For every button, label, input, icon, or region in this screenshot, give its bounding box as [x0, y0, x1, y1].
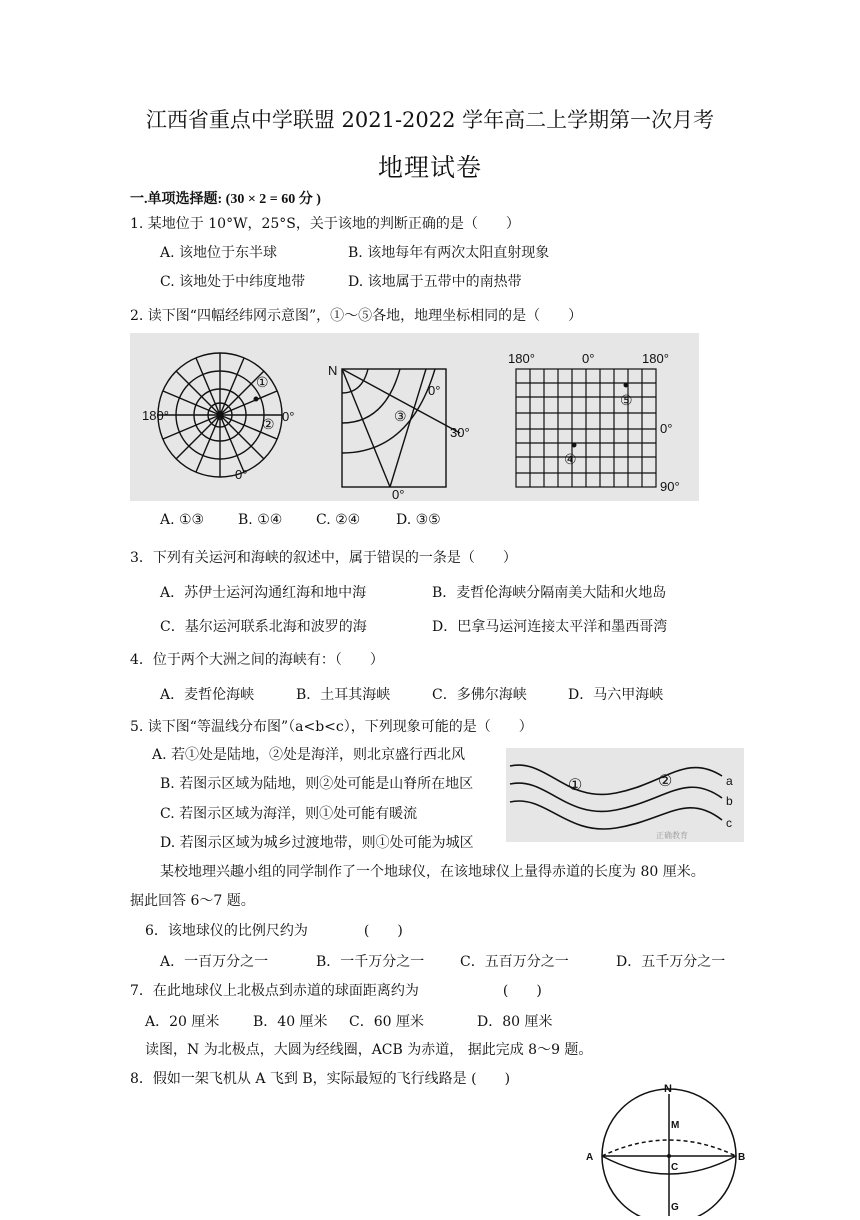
- point-1-marker: [254, 397, 259, 402]
- question-1-option-a: A. 该地位于东半球: [160, 245, 278, 261]
- quad-0-label-bottom: 0°: [392, 487, 405, 501]
- globe-figure: [582, 1080, 752, 1216]
- point-3-label: ③: [394, 408, 407, 424]
- question-1-option-b: B. 该地每年有两次太阳直射现象: [348, 245, 550, 261]
- intro-6-7-line-2: 据此回答 6～7 题。: [130, 893, 255, 909]
- question-4-option-b: B．土耳其海峡: [296, 687, 391, 703]
- polar-0-label-bottom: 0°: [235, 467, 248, 482]
- grid-0-right-label: 0°: [660, 421, 673, 436]
- globe-lines: [602, 1089, 736, 1216]
- question-2-stem: 2. 读下图“四幅经纬网示意图”，①～⑤各地，地理坐标相同的是（ ）: [130, 308, 583, 324]
- globe-n-label: N: [664, 1083, 672, 1095]
- isotherm-figure: [506, 748, 744, 842]
- question-7-option-a: A．20 厘米: [145, 1014, 220, 1030]
- question-3-option-c: C．基尔运河联系北海和波罗的海: [160, 619, 367, 635]
- grid-graticule: [516, 369, 656, 487]
- globe-c-label: C: [671, 1162, 679, 1173]
- polar-180-label: 180°: [142, 408, 169, 423]
- question-3-option-a: A．苏伊士运河沟通红海和地中海: [160, 585, 367, 601]
- point-5-marker: [624, 383, 629, 388]
- grid-180-left-label: 180°: [508, 351, 535, 366]
- question-7-option-d: D．80 厘米: [477, 1014, 553, 1030]
- section-heading: 一.单项选择题: (30 × 2 = 60 分 ): [130, 192, 321, 207]
- question-6-option-c: C．五百万分之一: [460, 954, 569, 970]
- question-5-stem: 5. 读下图“等温线分布图”（a<b<c），下列现象可能的是（ ）: [130, 719, 533, 735]
- quadrant-graticule: [342, 369, 460, 487]
- intro-6-7-line-1: 某校地理兴趣小组的同学制作了一个地球仪，在该地球仪上量得赤道的长度为 80 厘米。: [160, 864, 705, 880]
- point-4-marker: [572, 443, 577, 448]
- watermark: 正确教育: [656, 831, 688, 840]
- isotherm-point-1-label: ①: [568, 777, 583, 794]
- globe-g-label: G: [671, 1202, 679, 1213]
- grid-180-right-label: 180°: [642, 351, 669, 366]
- isotherm-b-label: b: [726, 794, 733, 808]
- question-4-stem: 4．位于两个大洲之间的海峡有：（ ）: [130, 652, 384, 668]
- globe-a-label: A: [586, 1152, 594, 1163]
- question-3-option-b: B．麦哲伦海峡分隔南美大陆和火地岛: [432, 585, 667, 601]
- polar-0-label-right: 0°: [282, 409, 295, 424]
- isotherm-c-label: c: [726, 816, 732, 830]
- question-7-stem: 7．在此地球仪上北极点到赤道的球面距离约为 ( ): [130, 983, 542, 999]
- globe-m-label: M: [671, 1120, 680, 1131]
- question-2-option-b: B. ①④: [238, 512, 283, 528]
- isotherm-point-2-label: ②: [658, 773, 673, 790]
- question-6-stem: 6．该地球仪的比例尺约为 ( ): [145, 923, 403, 939]
- point-5-label: ⑤: [620, 392, 633, 408]
- isotherm-lines: [510, 765, 722, 829]
- grid-90-label: 90°: [660, 479, 680, 494]
- question-2-option-a: A. ①③: [160, 512, 205, 528]
- question-1-option-d: D. 该地属于五带中的南热带: [348, 274, 522, 290]
- question-8-stem: 8．假如一架飞机从 A 飞到 B，实际最短的飞行线路是 ( ): [130, 1071, 511, 1087]
- graticule-figure: [130, 333, 699, 501]
- question-7-option-b: B．40 厘米: [253, 1014, 328, 1030]
- question-3-option-d: D．巴拿马运河连接太平洋和墨西哥湾: [432, 619, 668, 635]
- polar-s-label: S: [215, 408, 225, 423]
- point-2-label: ②: [262, 416, 275, 432]
- question-6-option-d: D．五千万分之一: [616, 954, 726, 970]
- point-c-marker: [667, 1154, 671, 1158]
- question-4-option-c: C．多佛尔海峡: [432, 687, 527, 703]
- question-6-option-a: A．一百万分之一: [160, 954, 269, 970]
- question-5-option-c: C. 若图示区域为海洋，则①处可能有暖流: [160, 806, 418, 822]
- question-1-stem: 1. 某地位于 10°W，25°S，关于该地的判断正确的是（ ）: [130, 216, 520, 232]
- question-5-option-a: A. 若①处是陆地，②处是海洋，则北京盛行西北风: [152, 747, 466, 763]
- page-subtitle: 地理试卷: [377, 153, 482, 182]
- point-1-label: ①: [256, 374, 269, 390]
- question-5-option-d: D. 若图示区域为城乡过渡地带，则①处可能为城区: [160, 835, 474, 851]
- grid-0-top-label: 0°: [582, 351, 595, 366]
- question-6-option-b: B．一千万分之一: [316, 954, 425, 970]
- question-2-option-c: C. ②④: [316, 512, 361, 528]
- question-7-option-c: C．60 厘米: [349, 1014, 424, 1030]
- quad-0-label-top: 0°: [428, 383, 441, 398]
- question-1-option-c: C. 该地处于中纬度地带: [160, 274, 306, 290]
- page-title: 江西省重点中学联盟 2021-2022 学年高二上学期第一次月考: [145, 108, 715, 132]
- globe-b-label: B: [738, 1152, 746, 1163]
- quad-30-label: 30°: [450, 425, 470, 440]
- question-4-option-a: A．麦哲伦海峡: [160, 687, 255, 703]
- question-2-option-d: D. ③⑤: [396, 512, 441, 528]
- question-5-option-b: B. 若图示区域为陆地，则②处可能是山脊所在地区: [160, 776, 474, 792]
- question-3-stem: 3．下列有关运河和海峡的叙述中，属于错误的一条是（ ）: [130, 550, 517, 566]
- point-4-label: ④: [564, 451, 577, 467]
- isotherm-a-label: a: [726, 774, 733, 788]
- quad-n-label: N: [328, 363, 338, 378]
- question-4-option-d: D．马六甲海峡: [568, 687, 664, 703]
- intro-8-9: 读图，N 为北极点，大圆为经线圈，ACB 为赤道， 据此完成 8～9 题。: [145, 1042, 593, 1058]
